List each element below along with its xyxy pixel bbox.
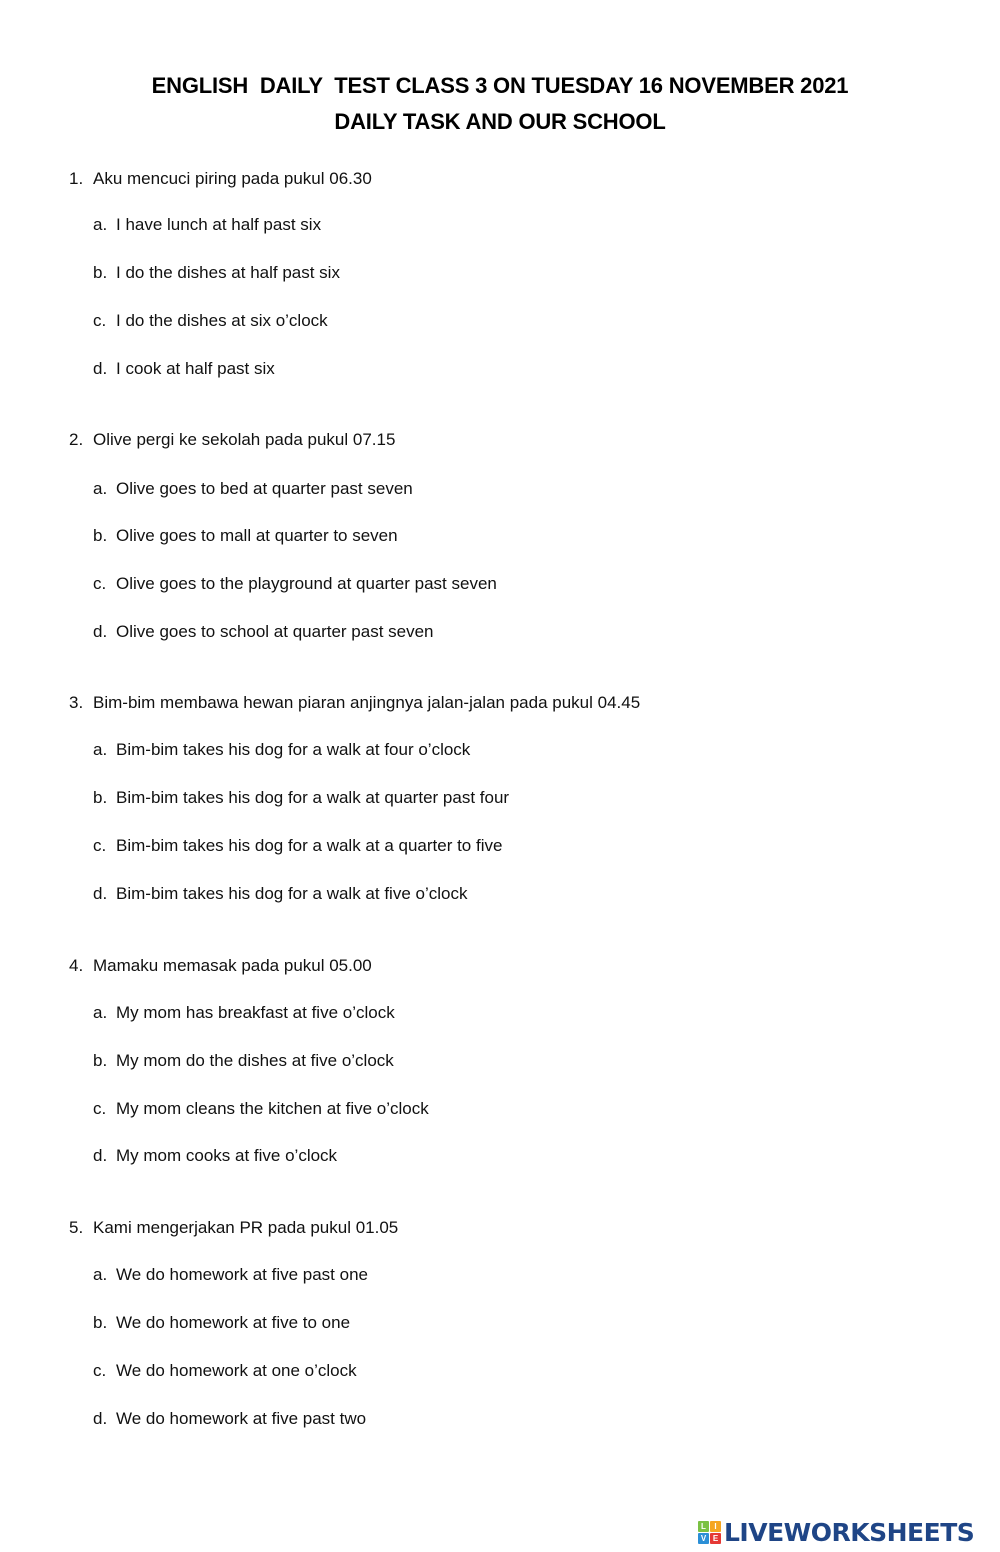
option-text: We do homework at five past one (116, 1265, 368, 1284)
option-letter: b. (93, 263, 108, 282)
option-text: I do the dishes at half past six (116, 263, 340, 282)
answer-option (93, 622, 434, 642)
question-text: Bim-bim membawa hewan piaran anjingnya jalan-jalan pada pukul 04.45 (93, 693, 641, 712)
question-number: 2. (69, 430, 84, 449)
question-text: Mamaku memasak pada pukul 05.00 (93, 956, 372, 975)
option-letter: a. (93, 1003, 108, 1022)
option-text: Olive goes to mall at quarter to seven (116, 526, 398, 545)
option-text: Bim-bim takes his dog for a walk at four o’clock (116, 740, 471, 759)
logo-tile: E (710, 1533, 721, 1544)
question-number: 1. (69, 169, 84, 188)
option-letter: d. (93, 359, 108, 378)
answer-option (93, 740, 470, 760)
answer-option (93, 479, 413, 499)
question-stem (69, 430, 395, 450)
option-letter: b. (93, 788, 108, 807)
question-text: Aku mencuci piring pada pukul 06.30 (93, 169, 372, 188)
option-letter: c. (93, 1361, 107, 1380)
option-letter: d. (93, 884, 108, 903)
question-stem (69, 1218, 398, 1238)
logo-tile: I (710, 1521, 721, 1532)
question-number: 5. (69, 1218, 84, 1237)
answer-option (93, 526, 398, 546)
option-text: My mom cooks at five o’clock (116, 1146, 338, 1165)
option-text: Bim-bim takes his dog for a walk at a quarter to five (116, 836, 503, 855)
answer-option (93, 574, 497, 594)
question-stem (69, 956, 372, 976)
option-letter: c. (93, 836, 107, 855)
option-letter: a. (93, 479, 108, 498)
logo-tile: V (698, 1533, 709, 1544)
answer-option (93, 311, 328, 331)
answer-option (93, 1409, 366, 1429)
option-text: My mom cleans the kitchen at five o’clock (116, 1099, 429, 1118)
option-letter: a. (93, 740, 108, 759)
answer-option (93, 359, 275, 379)
option-text: Bim-bim takes his dog for a walk at quarter past four (116, 788, 510, 807)
question-text: Kami mengerjakan PR pada pukul 01.05 (93, 1218, 399, 1237)
option-letter: d. (93, 622, 108, 641)
answer-option (93, 1313, 350, 1333)
answer-option (93, 1003, 395, 1023)
answer-option (93, 788, 509, 808)
option-text: My mom has breakfast at five o’clock (116, 1003, 395, 1022)
answer-option (93, 1265, 368, 1285)
option-text: My mom do the dishes at five o’clock (116, 1051, 394, 1070)
answer-option (93, 1051, 394, 1071)
liveworksheets-logo (698, 1517, 974, 1547)
option-letter: b. (93, 1051, 108, 1070)
option-text: We do homework at five to one (116, 1313, 351, 1332)
option-letter: a. (93, 215, 108, 234)
answer-option (93, 884, 467, 904)
option-letter: c. (93, 1099, 107, 1118)
option-letter: d. (93, 1146, 108, 1165)
title-line-2: DAILY TASK AND OUR SCHOOL (334, 109, 666, 134)
option-letter: c. (93, 311, 107, 330)
option-letter: b. (93, 526, 108, 545)
option-text: We do homework at one o’clock (116, 1361, 357, 1380)
question-number: 4. (69, 956, 84, 975)
question-stem (69, 169, 372, 189)
option-text: Bim-bim takes his dog for a walk at five o’clock (116, 884, 468, 903)
answer-option (93, 1361, 357, 1381)
brand-name: LIVEWORKSHEETS (724, 1517, 975, 1547)
option-text: Olive goes to bed at quarter past seven (116, 479, 413, 498)
question-text: Olive pergi ke sekolah pada pukul 07.15 (93, 430, 396, 449)
option-text: I have lunch at half past six (116, 215, 322, 234)
option-text: Olive goes to the playground at quarter past seven (116, 574, 497, 593)
answer-option (93, 1099, 429, 1119)
question-number: 3. (69, 693, 84, 712)
answer-option (93, 215, 321, 235)
option-letter: c. (93, 574, 107, 593)
logo-tile: L (698, 1521, 709, 1532)
option-letter: d. (93, 1409, 108, 1428)
option-letter: a. (93, 1265, 108, 1284)
option-text: I do the dishes at six o’clock (116, 311, 328, 330)
option-text: Olive goes to school at quarter past seven (116, 622, 434, 641)
answer-option (93, 1146, 337, 1166)
live-tiles-icon (698, 1521, 721, 1544)
question-stem (69, 693, 640, 713)
option-text: I cook at half past six (116, 359, 275, 378)
option-text: We do homework at five past two (116, 1409, 367, 1428)
option-letter: b. (93, 1313, 108, 1332)
title-line-1: ENGLISH DAILY TEST CLASS 3 ON TUESDAY 16 NOVEMBER 2021 (151, 73, 849, 98)
answer-option (93, 836, 502, 856)
answer-option (93, 263, 340, 283)
